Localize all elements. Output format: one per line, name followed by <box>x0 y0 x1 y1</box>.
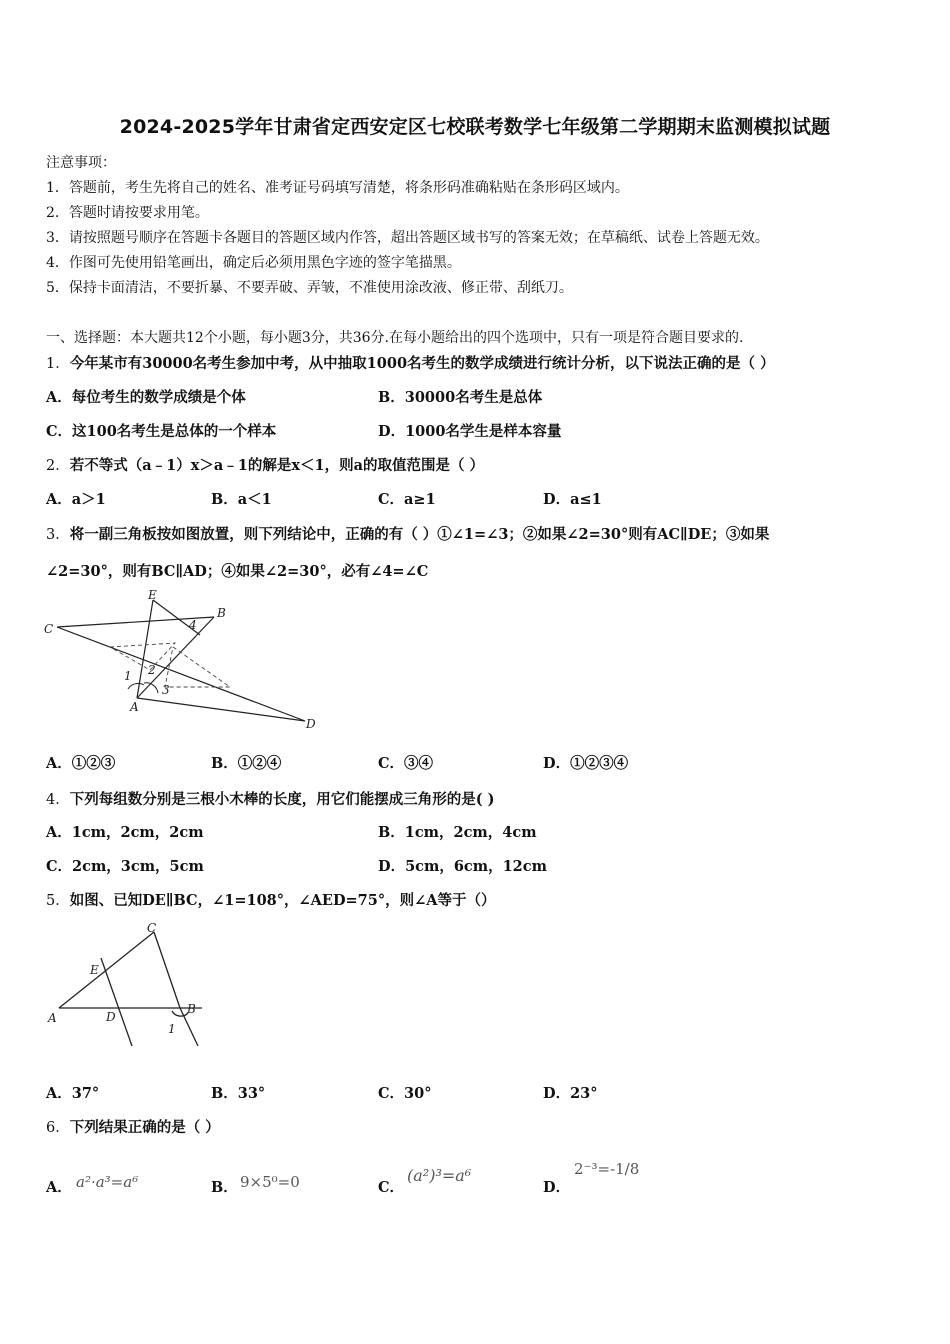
label-b: B <box>217 606 226 620</box>
q2-option-d[interactable]: D．a≤1 <box>543 491 602 508</box>
question-1 <box>46 352 775 373</box>
label-3: 3 <box>162 683 170 697</box>
question-number: 1． <box>46 356 70 372</box>
label-c: C <box>147 921 157 935</box>
label-d: D <box>106 1010 116 1024</box>
question-text: 下列结果正确的是（ ） <box>69 1119 220 1136</box>
label-2: 2 <box>148 663 156 677</box>
q5-option-b[interactable]: B．33° <box>211 1085 266 1102</box>
notice-item-2: 2．答题时请按要求用笔。 <box>46 205 209 221</box>
notice-heading: 注意事项： <box>46 155 116 171</box>
question-text: 如图、已知DE∥BC，∠1=108°，∠AED=75°，则∠A等于（） <box>69 892 496 909</box>
question-number: 3． <box>46 527 70 543</box>
q5-figure <box>44 918 214 1053</box>
q1-option-c[interactable]: C．这100名考生是总体的一个样本 <box>46 423 277 440</box>
page-title: 2024-2025学年甘肃省定西安定区七校联考数学七年级第二学期期末监测模拟试题 <box>119 116 831 138</box>
label-1: 1 <box>168 1022 176 1036</box>
question-5 <box>46 889 496 910</box>
label-4: 4 <box>189 618 197 632</box>
q3-option-a[interactable]: A．①②③ <box>46 755 116 772</box>
q2-option-a[interactable]: A．a＞1 <box>46 491 106 508</box>
question-number: 4． <box>46 792 70 808</box>
notice-item-1: 1．答题前，考生先将自己的姓名、准考证号码填写清楚，将条形码准确粘贴在条形码区域内。 <box>46 180 629 196</box>
q6-option-a[interactable]: A． <box>46 1179 72 1196</box>
q1-option-d[interactable]: D．1000名学生是样本容量 <box>378 423 562 440</box>
label-b: B <box>187 1002 196 1016</box>
q4-option-a[interactable]: A．1cm，2cm，2cm <box>46 824 204 841</box>
question-number: 5． <box>46 893 70 909</box>
question-text: 若不等式（a﹣1）x＞a﹣1的解是x＜1，则a的取值范围是（ ） <box>69 457 485 474</box>
q1-option-a[interactable]: A．每位考生的数学成绩是个体 <box>46 389 246 406</box>
question-6 <box>46 1116 220 1137</box>
question-4 <box>46 788 495 809</box>
label-e: E <box>148 588 157 602</box>
notice-item-3: 3．请按照题号顺序在答题卡各题目的答题区域内作答，超出答题区域书写的答案无效；在草稿纸、试卷上答题无效。 <box>46 230 769 246</box>
q3-option-c[interactable]: C．③④ <box>378 755 434 772</box>
q4-option-c[interactable]: C．2cm，3cm，5cm <box>46 858 204 875</box>
q6-option-b[interactable]: B． <box>211 1179 238 1196</box>
label-a: A <box>48 1011 57 1025</box>
q5-option-c[interactable]: C．30° <box>378 1085 432 1102</box>
q4-option-d[interactable]: D．5cm，6cm，12cm <box>378 858 547 875</box>
q6-math-d: 2⁻³=-1/8 <box>574 1160 640 1178</box>
notice-item-5: 5．保持卡面清洁，不要折暴、不要弄破、弄皱，不准使用涂改液、修正带、刮纸刀。 <box>46 280 573 296</box>
q2-option-c[interactable]: C．a≥1 <box>378 491 436 508</box>
question-number: 2． <box>46 458 70 474</box>
q6-option-d[interactable]: D． <box>543 1179 571 1196</box>
q6-math-c: (a²)³=a⁶ <box>407 1166 472 1185</box>
q3-option-b[interactable]: B．①②④ <box>211 755 282 772</box>
label-1: 1 <box>124 669 132 683</box>
question-number: 6． <box>46 1120 70 1136</box>
question-3-line-2: ∠2=30°，则有BC∥AD；④如果∠2=30°，必有∠4=∠C <box>46 563 429 580</box>
q6-option-c[interactable]: C． <box>378 1179 405 1196</box>
label-a: A <box>130 700 139 714</box>
question-3 <box>46 523 769 544</box>
q6-math-b: 9×5⁰=0 <box>240 1173 300 1191</box>
q1-option-b[interactable]: B．30000名考生是总体 <box>378 389 543 406</box>
q3-figure <box>40 585 330 735</box>
q2-option-b[interactable]: B．a＜1 <box>211 491 272 508</box>
q5-option-a[interactable]: A．37° <box>46 1085 100 1102</box>
question-text: 下列每组数分别是三根小木棒的长度，用它们能摆成三角形的是( ) <box>69 791 495 808</box>
q4-option-b[interactable]: B．1cm，2cm，4cm <box>378 824 537 841</box>
label-e: E <box>90 963 99 977</box>
label-c: C <box>44 622 54 636</box>
question-text-line-1: 将一副三角板按如图放置，则下列结论中，正确的有（ ）①∠1=∠3；②如果∠2=30°则有AC∥DE；③如果 <box>69 526 770 543</box>
question-text: 今年某市有30000名考生参加中考，从中抽取1000名考生的数学成绩进行统计分析，以下说法正确的是（ ） <box>69 355 775 372</box>
notice-item-4: 4．作图可先使用铅笔画出，确定后必须用黑色字迹的签字笔描黑。 <box>46 255 461 271</box>
question-2 <box>46 454 484 475</box>
label-d: D <box>306 717 316 731</box>
q5-option-d[interactable]: D．23° <box>543 1085 598 1102</box>
q3-option-d[interactable]: D．①②③④ <box>543 755 629 772</box>
q6-math-a: a²·a³=a⁶ <box>76 1173 139 1191</box>
section-heading: 一、选择题：本大题共12个小题，每小题3分，共36分.在每小题给出的四个选项中，只有一项是符合题目要求的. <box>46 330 744 346</box>
